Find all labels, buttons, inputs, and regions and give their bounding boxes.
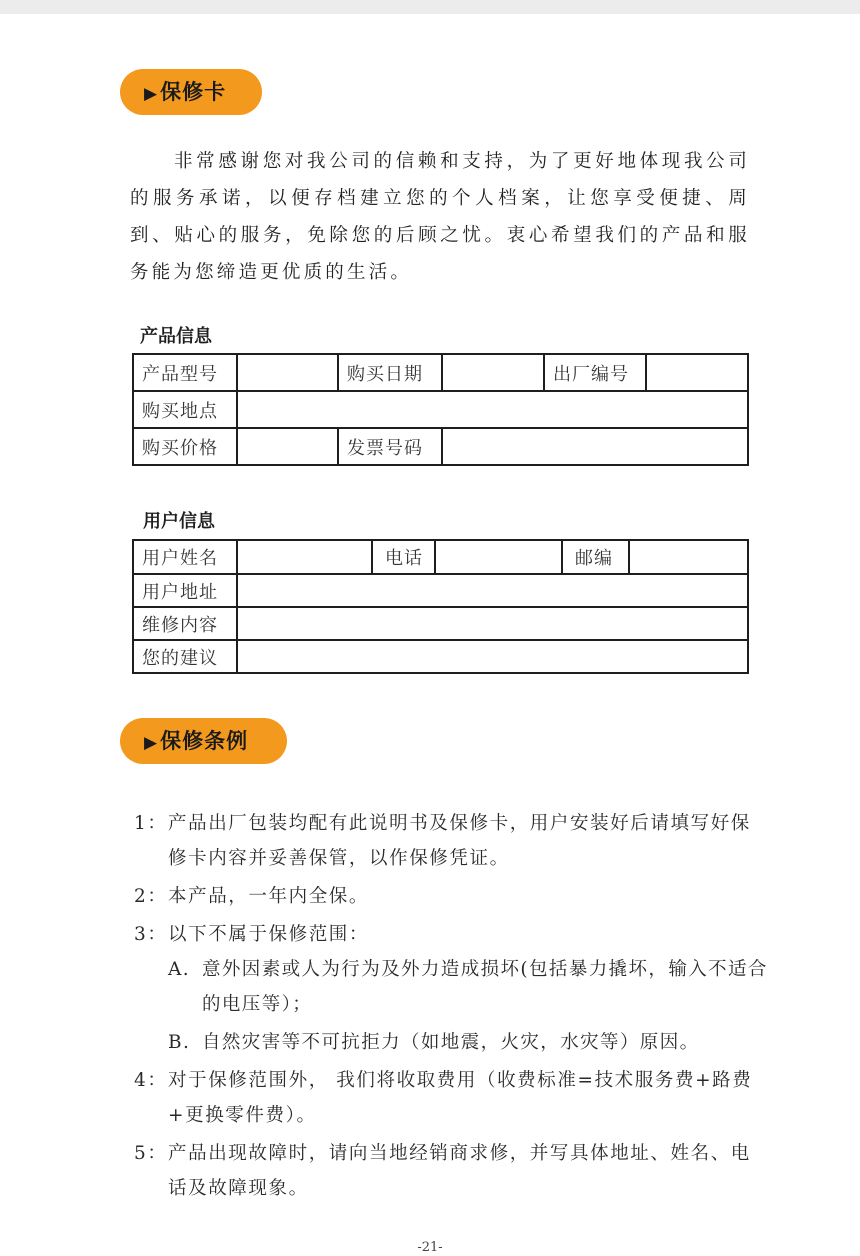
user-name-label: 用户姓名 — [133, 540, 237, 574]
purchase-price-label: 购买价格 — [133, 428, 237, 465]
item-number: 3： — [134, 924, 168, 945]
list-item — [130, 1136, 770, 1206]
warranty-card-badge — [120, 69, 262, 115]
table-row — [133, 391, 748, 428]
sub-item-letter: B. — [168, 1032, 191, 1053]
list-item — [130, 917, 770, 1060]
item-number: 1： — [134, 813, 168, 834]
suggestions-label: 您的建议 — [133, 640, 237, 673]
page-number: -21- — [417, 1240, 443, 1255]
serial-no-label: 出厂编号 — [544, 354, 646, 391]
item-text: 本产品，一年内全保。 — [168, 886, 370, 907]
item-text: 以下不属于保修范围： — [168, 924, 370, 945]
purchase-date-field[interactable] — [442, 354, 544, 391]
user-info-table — [132, 539, 749, 674]
play-triangle-icon: ▶ — [144, 84, 159, 104]
postcode-field[interactable] — [629, 540, 748, 574]
invoice-no-field[interactable] — [442, 428, 748, 465]
postcode-label: 邮编 — [562, 540, 629, 574]
warranty-card-badge-label: 保修卡 — [160, 80, 227, 104]
user-address-label: 用户地址 — [133, 574, 237, 607]
top-bar — [0, 0, 860, 14]
play-triangle-icon: ▶ — [144, 733, 159, 753]
table-row — [133, 607, 748, 640]
item-text: 产品出现故障时，请向当地经销商求修，并写具体地址、姓名、电话及故障现象。 — [168, 1143, 751, 1199]
product-info-table — [132, 353, 749, 466]
list-item — [130, 1063, 770, 1133]
user-info-title: 用户信息 — [143, 511, 215, 532]
product-model-field[interactable] — [237, 354, 338, 391]
user-name-field[interactable] — [237, 540, 372, 574]
list-item — [130, 806, 770, 876]
intro-paragraph: 非常感谢您对我公司的信赖和支持，为了更好地体现我公司的服务承诺，以便存档建立您的个人档案，让您享受便捷、周到、贴心的服务，免除您的后顾之忧。衷心希望我们的产品和服务能为您缔造更优质的生活。 — [130, 151, 750, 283]
invoice-no-label: 发票号码 — [338, 428, 442, 465]
phone-label: 电话 — [372, 540, 435, 574]
item-number: 2： — [134, 886, 168, 907]
repair-content-field[interactable] — [237, 607, 748, 640]
table-row — [133, 574, 748, 607]
sub-list-item — [168, 952, 770, 1022]
table-row — [133, 640, 748, 673]
purchase-date-label: 购买日期 — [338, 354, 442, 391]
suggestions-field[interactable] — [237, 640, 748, 673]
table-row — [133, 354, 748, 391]
item-number: 5： — [134, 1143, 168, 1164]
purchase-price-field[interactable] — [237, 428, 338, 465]
sub-item-text: 意外因素或人为行为及外力造成损坏(包括暴力撬坏，输入不适合的电压等）； — [202, 959, 768, 1015]
table-row — [133, 540, 748, 574]
sub-list-item — [168, 1025, 770, 1060]
phone-field[interactable] — [435, 540, 562, 574]
list-item — [130, 879, 770, 914]
repair-content-label: 维修内容 — [133, 607, 237, 640]
sub-item-text: 自然灾害等不可抗拒力（如地震，火灾，水灾等）原因。 — [202, 1032, 700, 1053]
item-text: 产品出厂包装均配有此说明书及保修卡，用户安装好后请填写好保修卡内容并妥善保管，以作保修凭证。 — [168, 813, 751, 869]
product-info-title: 产品信息 — [140, 326, 212, 347]
sub-item-letter: A. — [168, 959, 191, 980]
table-row — [133, 428, 748, 465]
purchase-place-field[interactable] — [237, 391, 748, 428]
warranty-terms-badge — [120, 718, 287, 764]
item-number: 4： — [134, 1070, 168, 1091]
warranty-terms-badge-label: 保修条例 — [160, 729, 249, 753]
serial-no-field[interactable] — [646, 354, 748, 391]
user-address-field[interactable] — [237, 574, 748, 607]
purchase-place-label: 购买地点 — [133, 391, 237, 428]
product-model-label: 产品型号 — [133, 354, 237, 391]
item-text: 对于保修范围外， 我们将收取费用（收费标准=技术服务费+路费+更换零件费）。 — [168, 1070, 753, 1126]
warranty-terms-list — [130, 806, 770, 1209]
